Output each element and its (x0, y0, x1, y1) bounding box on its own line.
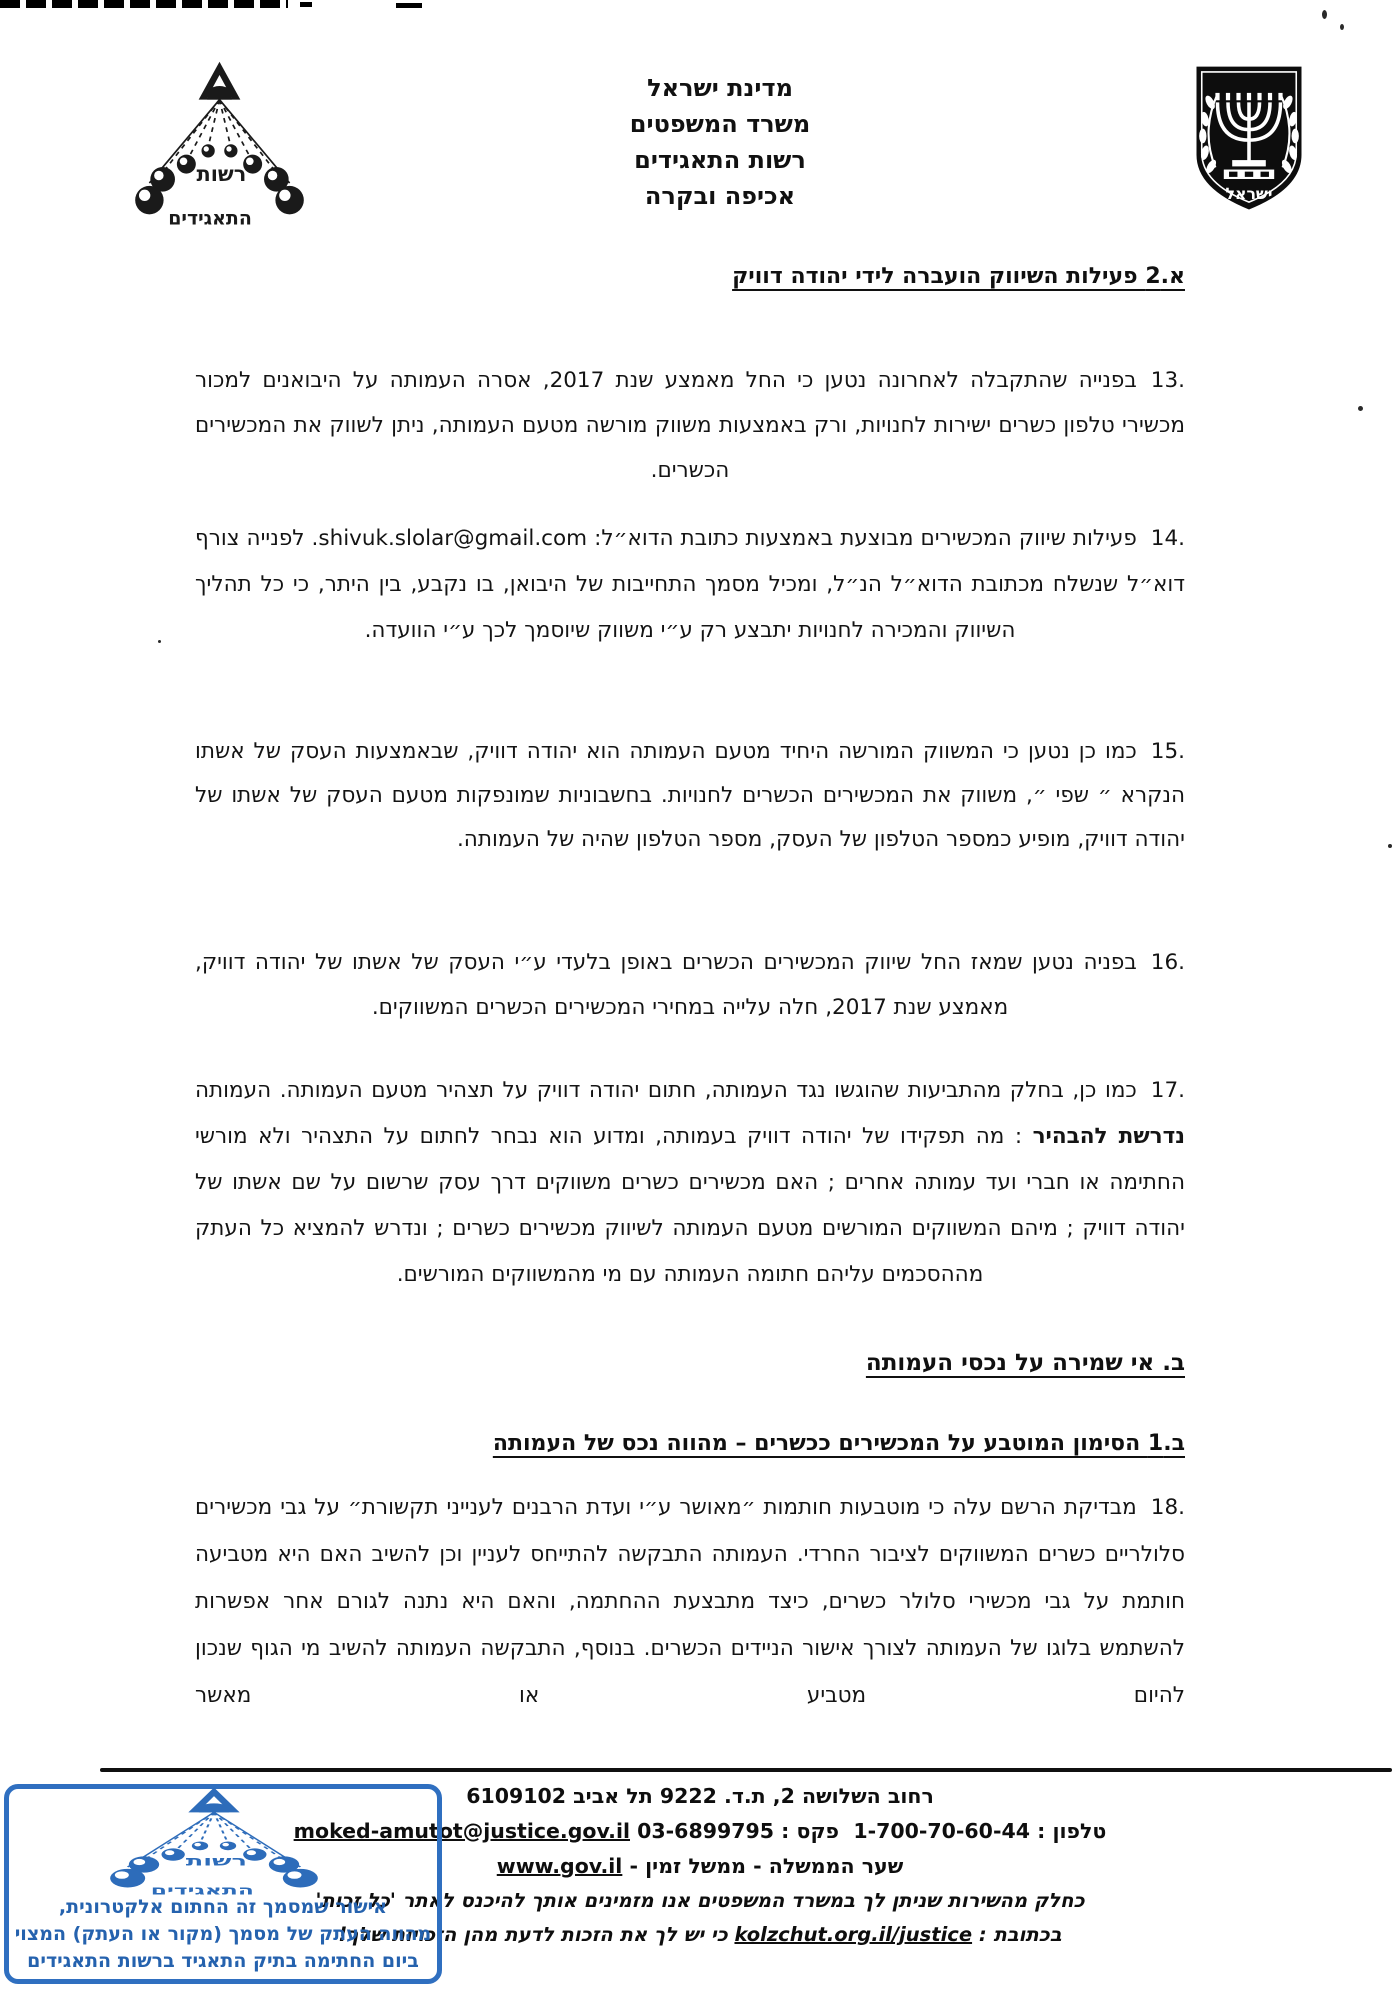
kolzchut-address-label: בכתובת : (978, 1923, 1062, 1946)
paragraph-13-number: 13. (1150, 368, 1185, 393)
logo-text-bottom: התאגידים (168, 207, 252, 230)
stamp-pyramid-graphic (109, 1785, 319, 1903)
phone-number: 1-700-70-60-44 (853, 1819, 1030, 1843)
scan-speck (1388, 844, 1392, 848)
paragraph-17-number: 17. (1150, 1078, 1185, 1103)
footer-divider (100, 1768, 1392, 1772)
paragraph-16-text: בפניה נטען שמאז החל שיווק המכשירים הכשרים באופן בלעדי ע״י העסק של אשתו של יהודה דוויק, מאמצע שנת 2017, חלה עלייה במחירי המכשירים הכשרים המשווקים. (195, 950, 1137, 1020)
paragraph-16-number: 16. (1150, 950, 1185, 975)
section-heading-b1-text: ב.1 הסימון המוטבע על המכשירים ככשרים – מהווה נכס של העמותה (492, 1431, 1185, 1456)
header-line-state: מדינת ישראל (647, 74, 793, 102)
stamp-line-3: ביום החתימה בתיק התאגיד ברשות התאגידים (27, 1950, 419, 1972)
scan-speck (1322, 10, 1327, 19)
fax-label: פקס : (781, 1819, 840, 1843)
paragraph-17-text-before: כמו כן, בחלק מהתביעות שהוגשו נגד העמותה, חתום יהודה דוויק על תצהיר מטעם העמותה. העמותה (195, 1078, 1137, 1103)
paragraph-18 (195, 1484, 1185, 1719)
footer-address: רחוב השלושה 2, ת.ד. 9222 תל אביב 6109102 (466, 1784, 934, 1808)
paragraph-15-text: כמו כן נטען כי המשווק המורשה היחיד מטעם העמותה הוא יהודה דוויק, שבאמצעות העסק של אשתו הנקרא ״ שפי ״, משווק את המכשירים הכשרים לחנויות. בחשבוניות שמונפקות מטעם העסק של אשתו של יהודה דוויק, מופיע כמספר הטלפון של העסק, מספר הטלפון שהיה של העמותה. (195, 739, 1185, 852)
scan-mark (300, 2, 312, 7)
scan-edge-artifact (0, 0, 288, 8)
gov-il-link[interactable]: www.gov.il (496, 1854, 623, 1878)
phone-label: טלפון : (1037, 1819, 1107, 1843)
israel-state-emblem (1186, 58, 1312, 216)
stamp-line-2: מהווה העתק של מסמך (מקור או העתק) המצוי (14, 1923, 432, 1945)
paragraph-17 (195, 1068, 1185, 1298)
stamp-text (9, 1894, 437, 1975)
paragraph-14-text: פעילות שיווק המכשירים מבוצעת באמצעות כתובת הדוא״ל: shivuk.slolar@gmail.com. לפנייה צורף דוא״ל שנשלח מכתובת הדוא״ל הנ״ל, ומכיל מסמך התחייבות של היבואן, בו נקבע, בין היתר, כי כל תהליך השיווק והמכירה לחנויות יתבצע רק ע״י משווק שיוסמך לכך ע״י הוועדה. (195, 526, 1185, 643)
logo-text-top: רשות (196, 162, 247, 187)
paragraph-13 (195, 358, 1185, 493)
section-heading-b1 (493, 1431, 1185, 1456)
stamp-logo-text-bottom: התאגידים (150, 1883, 254, 1898)
paragraph-17-bold-demand: נדרשת להבהיר (1032, 1124, 1185, 1149)
emblem-graphic (1186, 58, 1312, 216)
footer-email-link[interactable]: moked-amutot@justice.gov.il (293, 1819, 630, 1843)
scan-mark (396, 3, 422, 8)
electronic-signature-stamp (4, 1784, 442, 1984)
section-heading-b-text: ב. אי שמירה על נכסי העמותה (865, 1350, 1185, 1376)
pyramid-logo-graphic (132, 58, 307, 238)
stamp-authority-logo (109, 1785, 319, 1903)
stamp-line-1: אישור שמסמך זה החתום אלקטרונית, (58, 1896, 388, 1918)
header-line-enforcement: אכיפה ובקרה (644, 182, 796, 210)
paragraph-15-number: 15. (1150, 739, 1185, 764)
paragraph-18-number: 18. (1150, 1495, 1185, 1520)
scan-speck (1358, 406, 1363, 411)
paragraph-13-text: בפנייה שהתקבלה לאחרונה נטען כי החל מאמצע שנת 2017, אסרה העמותה על היבואנים למכור מכשירי טלפון כשרים ישירות לחנויות, ורק באמצעות משווק מורשה מטעם העמותה, ניתן לשווק את המכשירים הכשרים. (195, 368, 1185, 483)
paragraph-16 (195, 940, 1185, 1030)
scan-speck (158, 640, 161, 643)
footer-kolzchut-invite: כחלק מהשירות שניתן לך במשרד המשפטים אנו מזמינים אותך להיכנס לאתר 'כל זכות' (315, 1889, 1085, 1912)
paragraph-17-text-after: : מה תפקידו של יהודה דוויק בעמותה, ומדוע הוא נבחר לחתום על התצהיר ולא מורשי החתימה או חברי ועד עמותה אחרים ; האם מכשירים כשרים משווקים דרך עסק שרשום על שם אשתו של יהודה דוויק ; מיהם המשווקים המורשים מטעם העמותה לשיווק מכשירים כשרים ; ונדרש להמציא כל העתק מההסכמים עליהם חתומה העמותה עם מי מהמשווקים המורשים. (195, 1124, 1185, 1287)
ministry-header (520, 70, 920, 214)
paragraph-14-number: 14. (1150, 526, 1185, 551)
kolzchut-link[interactable]: kolzchut.org.il/justice (734, 1923, 973, 1946)
header-line-authority: רשות התאגידים (634, 146, 806, 174)
paragraph-14 (195, 516, 1185, 654)
corporations-authority-logo (132, 58, 307, 238)
stamp-logo-text-top: רשות (185, 1853, 247, 1870)
section-heading-a2-text: א.2 פעילות השיווק הועברה לידי יהודה דוויק (732, 264, 1185, 289)
header-line-ministry: משרד המשפטים (629, 110, 811, 138)
section-heading-b (866, 1350, 1185, 1376)
emblem-text: ישראל (1225, 183, 1273, 203)
gov-line-prefix: שער הממשלה - ממשל זמין - (629, 1854, 904, 1878)
paragraph-18-text: מבדיקת הרשם עלה כי מוטבעות חותמות ״מאושר ע״י ועדת הרבנים לענייני תקשורת״ על גבי מכשירים סלולריים כשרים המשווקים לציבור החרדי. העמותה התבקשה להתייחס לעניין וכן להשיב האם היא מטביעה חותמת על גבי מכשירי סלולר כשרים, כיצד מתבצעת ההחתמה, והאם היא נתנה לגורם אחר אפשרות להשתמש בלוגו של העמותה לצורך אישור הניידים הכשרים. בנוסף, התבקשה העמותה להשיב מי הגוף שנכון להיום מטביע או מאשר (195, 1495, 1185, 1708)
scan-speck (1340, 24, 1344, 30)
kolzchut-address-suffix: כי יש לך את הזכות לדעת מהן הזכויות שלך! (338, 1923, 728, 1946)
paragraph-15 (195, 730, 1185, 862)
fax-number: 03-6899795 (637, 1819, 775, 1843)
section-heading-a2 (732, 264, 1185, 289)
